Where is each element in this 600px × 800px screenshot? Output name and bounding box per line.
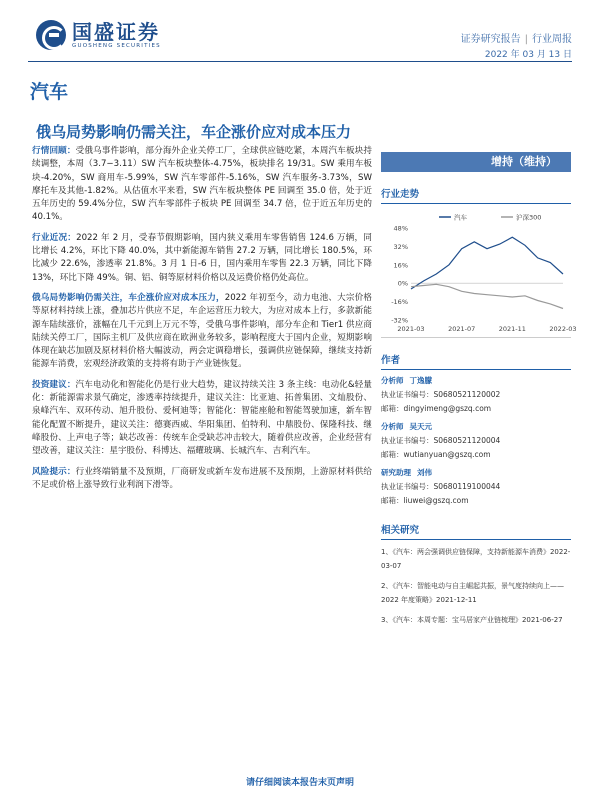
paragraph-text: 汽车电动化和智能化仍是行业大趋势，建议持续关注 3 条主线：电动化&轻量化：新能源需求景气确定，渗透率持续提升，建议关注：比亚迪、拓普集团、文灿股份、泉峰汽车、双环传动、旭升股份、爱柯迪等；智能化：智能座舱和智能驾驶加速，新车智能化配置不断提升，建议关注：德赛西威、华阳集团、伯特利、中鼎股份、保隆科技、继峰股份、上声电子等；缺芯改善：传统车企受缺芯冲击较大，随着供应改善，企业经营有望改善，建议关注：星宇股份、科博达、福耀玻璃、长城汽车、吉利汽车。 <box>32 379 372 457</box>
paragraph-text: 2022 年 2 月，受春节假期影响，国内狭义乘用车零售销售 124.6 万辆，同比增长 4.2%，环比下降 40.0%，其中新能源车销售 27.2 万辆，同比增长 180.5%，环比减少 22.6%，渗透率 21.8%。3 月 1 日-6 日，国内乘用车零售 22.3 万辆，同比下降 13%，环比下降 49%。铜、铝、铜等原材料价格以及运费价格仍处高位。 <box>32 232 372 283</box>
x-tick-label: 2021-07 <box>448 325 476 333</box>
y-tick-label: 0% <box>397 279 408 288</box>
legend-label: 沪深300 <box>516 213 542 222</box>
related-item[interactable]: 3、《汽车：本周专题：宝马居家产业链梳理》2021-06-27 <box>381 616 563 624</box>
authors-section-title: 作者 <box>381 352 571 370</box>
y-tick-label: -16% <box>391 298 408 307</box>
legend-label: 汽车 <box>454 213 467 222</box>
analyst-role: 研究助理 <box>381 468 411 477</box>
analyst-name: 吴天元 <box>409 422 432 431</box>
y-tick-label: 16% <box>393 261 408 270</box>
paragraph-text: 受俄乌事件影响，部分海外企业关停工厂，全球供应链吃紧，本周汽车板块持续调整，本周（3.7−3.11）SW 汽车板块整体-4.75%，板块排名 19/31。SW 乘用车板块-4.20%，SW 商用车-5.99%，SW 汽车零部件-5.16%，SW 汽车服务-3.73%，SW 摩托车及其他-1.82%。从估值水平来看，SW 汽车板块整体 PE 回调至 35.0 倍，处于近五年历史的 59.4%分位，SW 汽车零部件子板块 PE 回调至 34.7 倍，位于近五年历史的 40.1%。 <box>32 146 372 223</box>
analyst-email[interactable]: 邮箱：liuwei@gszq.com <box>381 496 469 505</box>
analyst-block-3 <box>381 466 571 508</box>
analyst-name: 丁逸朦 <box>409 376 432 385</box>
analyst-block-1 <box>381 374 571 416</box>
analyst-email[interactable]: 邮箱：wutianyuan@gszq.com <box>381 450 491 459</box>
report-subtype-label: 行业周报 <box>532 34 572 45</box>
y-tick-label: 48% <box>393 224 408 233</box>
related-section-title: 相关研究 <box>381 522 571 540</box>
y-tick-label: 32% <box>393 242 408 251</box>
logo-text-cn: 国盛证券 <box>72 20 160 44</box>
paragraph-label: 行业近况： <box>32 232 77 243</box>
header-separator: | <box>524 34 528 45</box>
paragraph-investment-advice <box>32 379 372 459</box>
related-item[interactable]: 1、《汽车：两会强调供应链保障，支持新能源车消费》2022-03-07 <box>381 548 571 570</box>
rating-banner: 增持（维持） <box>381 152 571 172</box>
series-line-csi300 <box>411 284 563 308</box>
paragraph-text: 行业终端销量不及预期，厂商研发或新车发布进展不及预期，上游原材料供给不足或价格上涨导致行业利润下滑等。 <box>32 466 372 490</box>
trend-chart <box>381 208 577 338</box>
x-tick-label: 2021-03 <box>397 325 425 333</box>
trend-chart-svg <box>381 208 577 338</box>
trend-section-title: 行业走势 <box>381 186 571 204</box>
paragraph-label: 投资建议： <box>32 379 76 390</box>
main-content <box>32 145 372 499</box>
paragraph-industry-status <box>32 232 372 285</box>
paragraph-text: 2022 年初至今，动力电池、大宗价格等原材料持续上涨，叠加芯片供应不足，车企运营压力较大，为应对成本上行，多款新能源车陆续涨价，涨幅在几千元到上万元不等，受俄乌事件影响，部分车企和 Tier1 供应商陆续关停工厂，国际主机厂及供应商在欧洲业务较多，影响程度大于国内企业，短期影响体现在缺芯加剧及原材料价格大幅波动，两会定调稳增长，强调供应链保障，继续支持新能源车消费，宏观经济政策的支持将有助于产业链恢复。 <box>32 292 372 370</box>
analyst-block-2 <box>381 420 571 462</box>
analyst-role: 分析师 <box>381 422 404 431</box>
series-line-auto <box>411 237 563 289</box>
analyst-name: 刘伟 <box>417 468 432 477</box>
analyst-license: 执业证书编号：S0680521120002 <box>381 390 501 399</box>
analyst-role: 分析师 <box>381 376 404 385</box>
report-type-label: 证券研究报告 <box>460 34 521 45</box>
related-list <box>381 545 571 627</box>
paragraph-risk <box>32 466 372 493</box>
paragraph-label: 风险提示： <box>32 466 76 477</box>
report-date: 2022 年 03 月 13 日 <box>484 50 572 60</box>
report-headline: 俄乌局势影响仍需关注，车企涨价应对成本压力 <box>36 123 352 141</box>
logo-icon <box>36 20 66 50</box>
paragraph-label: 俄乌局势影响仍需关注，车企涨价应对成本压力， <box>32 292 225 303</box>
x-tick-label: 2021-11 <box>498 325 526 333</box>
x-tick-label: 2022-03 <box>549 325 577 333</box>
sector-title: 汽车 <box>30 81 69 103</box>
analyst-license: 执业证书编号：S0680119100044 <box>381 482 501 491</box>
company-logo <box>36 20 161 50</box>
header-divider <box>28 61 572 62</box>
paragraph-topic <box>32 292 372 372</box>
paragraph-market-review <box>32 145 372 225</box>
footer-disclaimer: 请仔细阅读本报告末页声明 <box>245 778 354 788</box>
analyst-license: 执业证书编号：S0680521120004 <box>381 436 501 445</box>
analyst-email[interactable]: 邮箱：dingyimeng@gszq.com <box>381 404 492 413</box>
logo-text-en: GUOSHENG SECURITIES <box>72 43 161 49</box>
related-item[interactable]: 2、《汽车：智能电动与自主崛起共振，景气度持续向上——2022 年度策略》2021-12-11 <box>381 582 564 604</box>
y-tick-label: -32% <box>391 316 408 325</box>
sidebar <box>381 152 577 633</box>
report-type <box>461 30 572 45</box>
paragraph-label: 行情回顾： <box>32 146 76 156</box>
